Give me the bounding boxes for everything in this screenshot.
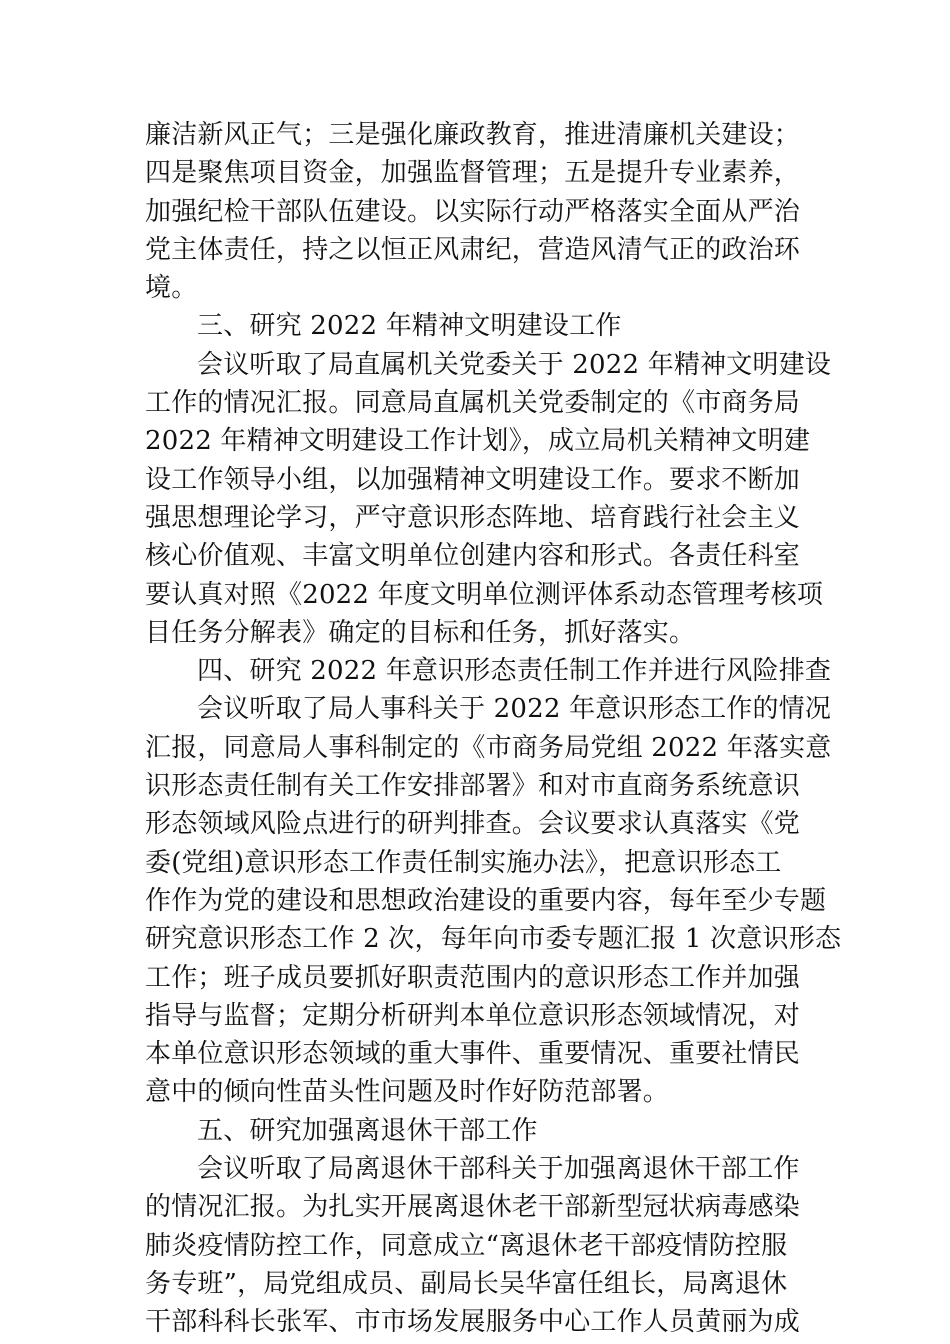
text-line: 本单位意识形态领域的重大事件、重要情况、重要社情民	[145, 1039, 801, 1070]
text-line: 四是聚焦项目资金，加强监督管理；五是提升专业素养，	[145, 158, 801, 189]
text-line: 三、研究 2022 年精神文明建设工作	[197, 311, 622, 342]
text-line: 识形态责任制有关工作安排部署》和对市直商务系统意识	[145, 771, 801, 802]
text-line: 研究意识形态工作 2 次，每年向市委专题汇报 1 次意识形态	[145, 924, 842, 955]
text-line: 五、研究加强离退休干部工作	[197, 1115, 538, 1146]
text-line: 的情况汇报。为扎实开展离退休老干部新型冠状病毒感染	[145, 1192, 801, 1223]
text-line: 境。	[145, 273, 198, 304]
document-body	[145, 116, 842, 1342]
text-line: 设工作领导小组，以加强精神文明建设工作。要求不断加	[145, 464, 801, 495]
text-line: 四、研究 2022 年意识形态责任制工作并进行风险排查	[197, 656, 832, 687]
text-line: 要认真对照《2022 年度文明单位测评体系动态管理考核项	[145, 579, 824, 610]
text-line: 会议听取了局离退休干部科关于加强离退休干部工作	[197, 1154, 800, 1185]
text-line: 加强纪检干部队伍建设。以实际行动严格落实全面从严治	[145, 196, 801, 227]
text-line: 干部科科长张军、市市场发展服务中心工作人员黄丽为成	[145, 1307, 801, 1338]
text-line: 作作为党的建设和思想政治建设的重要内容，每年至少专题	[145, 885, 827, 916]
text-line: 廉洁新风正气；三是强化廉政教育，推进清廉机关建设；	[145, 120, 801, 150]
text-line: 会议听取了局直属机关党委关于 2022 年精神文明建设	[197, 349, 832, 380]
text-line: 形态领域风险点进行的研判排查。会议要求认真落实《党	[145, 809, 801, 840]
text-line: 核心价值观、丰富文明单位创建内容和形式。各责任科室	[145, 541, 801, 572]
text-line: 党主体责任，持之以恒正风肃纪，营造风清气正的政治环	[145, 234, 801, 265]
text-line: 委(党组)意识形态工作责任制实施办法》，把意识形态工	[145, 847, 782, 878]
text-line: 工作的情况汇报。同意局直属机关党委制定的《市商务局	[145, 388, 801, 419]
text-line: 意中的倾向性苗头性问题及时作好防范部署。	[145, 1077, 670, 1108]
text-line: 目任务分解表》确定的目标和任务，抓好落实。	[145, 617, 696, 648]
text-line: 指导与监督；定期分析研判本单位意识形态领域情况，对	[145, 1000, 801, 1031]
text-line: 汇报，同意局人事科制定的《市商务局党组 2022 年落实意	[145, 732, 832, 763]
text-line: 会议听取了局人事科关于 2022 年意识形态工作的情况	[197, 694, 832, 725]
text-line: 强思想理论学习，严守意识形态阵地、培育践行社会主义	[145, 502, 801, 533]
text-line: 工作；班子成员要抓好职责范围内的意识形态工作并加强	[145, 962, 801, 993]
text-line: 肺炎疫情防控工作，同意成立“离退休老干部疫情防控服	[145, 1230, 788, 1261]
text-line: 2022 年精神文明建设工作计划》，成立局机关精神文明建	[145, 426, 811, 457]
text-line: 务专班”，局党组成员、副局长吴华富任组长，局离退休	[145, 1268, 788, 1299]
